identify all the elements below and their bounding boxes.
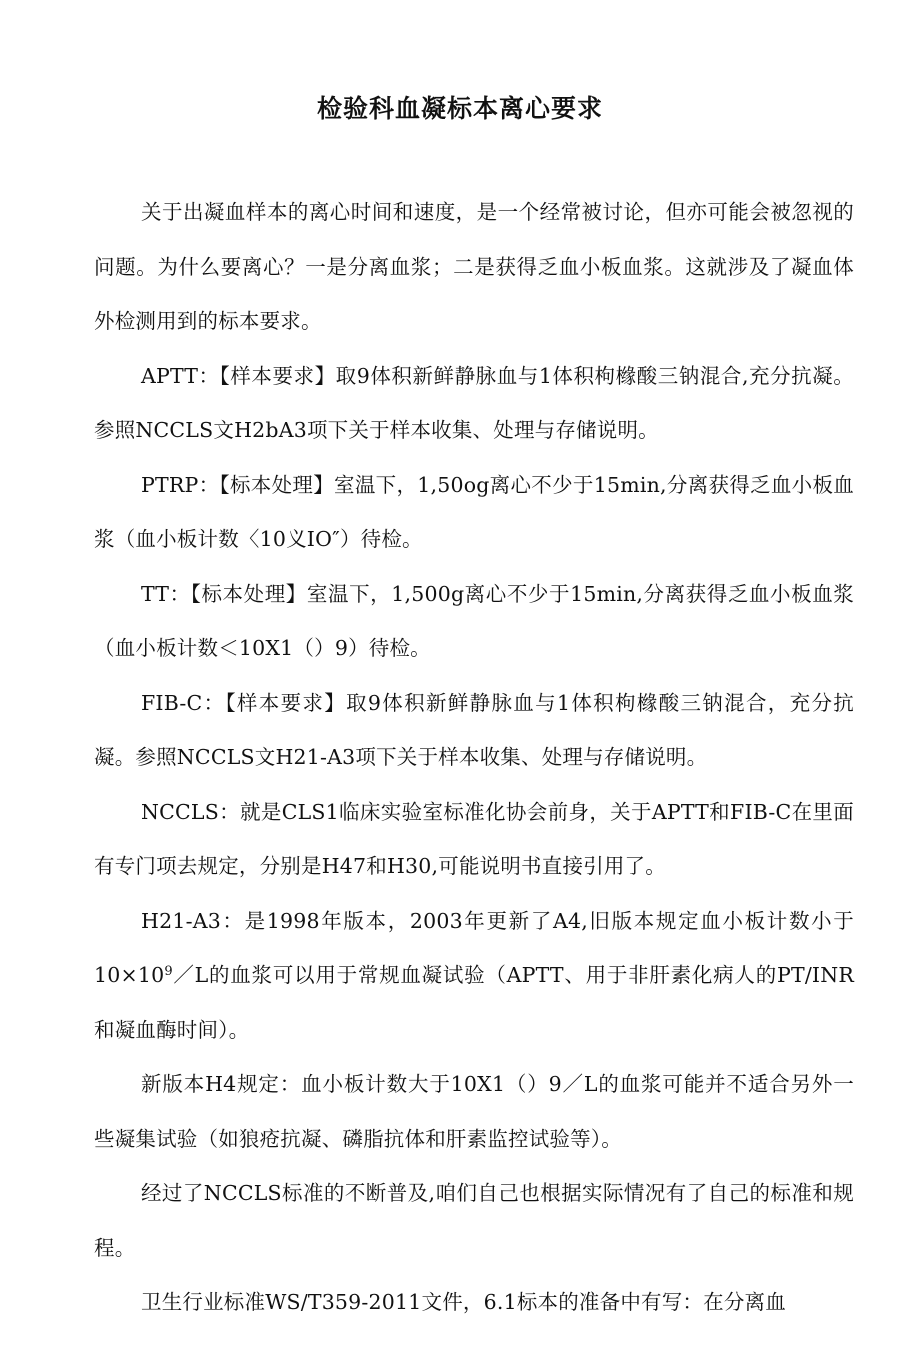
paragraph-aptt: APTT：【样本要求】取9体积新鲜静脉血与1体积枸橼酸三钠混合,充分抗凝。参照NCCLS文H2bA3项下关于样本收集、处理与存储说明。 — [94, 363, 854, 442]
document-body — [94, 185, 854, 1330]
paragraph-h21-a3-text-after: ／L的血浆可以用于常规血凝试验（APTT、用于非肝素化病人的PT/INR和凝血酶时间）。 — [94, 963, 854, 1042]
document-title: 检验科血凝标本离心要求 — [316, 94, 603, 123]
paragraph-h4: 新版本H4规定：血小板计数大于10X1（）9／L的血浆可能并不适合另外一些凝集试验（如狼疮抗凝、磷脂抗体和肝素监控试验等）。 — [94, 1072, 854, 1151]
paragraph-fib-c: FIB-C：【样本要求】取9体积新鲜静脉血与1体积枸橼酸三钠混合，充分抗凝。参照NCCLS文H21-A3项下关于样本收集、处理与存储说明。 — [94, 690, 854, 769]
paragraph-ws-t359: 卫生行业标准WS/T359-2011文件，6.1标本的准备中有写：在分离血 — [141, 1290, 786, 1314]
paragraph-intro: 关于出凝血样本的离心时间和速度，是一个经常被讨论，但亦可能会被忽视的问题。为什么要离心？一是分离血浆；二是获得乏血小板血浆。这就涉及了凝血体外检测用到的标本要求。 — [94, 200, 854, 333]
paragraph-nccls: NCCLS：就是CLS1临床实验室标准化协会前身，关于APTT和FIB-C在里面有专门项去规定，分别是H47和H30,可能说明书直接引用了。 — [94, 799, 854, 878]
paragraph-h21-a3 — [94, 894, 854, 1058]
superscript-exponent: 9 — [164, 964, 173, 979]
paragraph-h21-a3-text-before: H21-A3：是1998年版本，2003年更新了A4,旧版本规定血小板计数小于10×10 — [94, 908, 854, 987]
paragraph-standards: 经过了NCCLS标准的不断普及,咱们自己也根据实际情况有了自己的标准和规程。 — [94, 1181, 854, 1260]
paragraph-ptrp: PTRP：【标本处理】室温下，1,50og离心不少于15min,分离获得乏血小板血浆（血小板计数〈10义IO″）待检。 — [94, 472, 854, 551]
paragraph-tt: TT：【标本处理】室温下，1,500g离心不少于15min,分离获得乏血小板血浆（血小板计数＜10X1（）9）待检。 — [94, 581, 854, 660]
